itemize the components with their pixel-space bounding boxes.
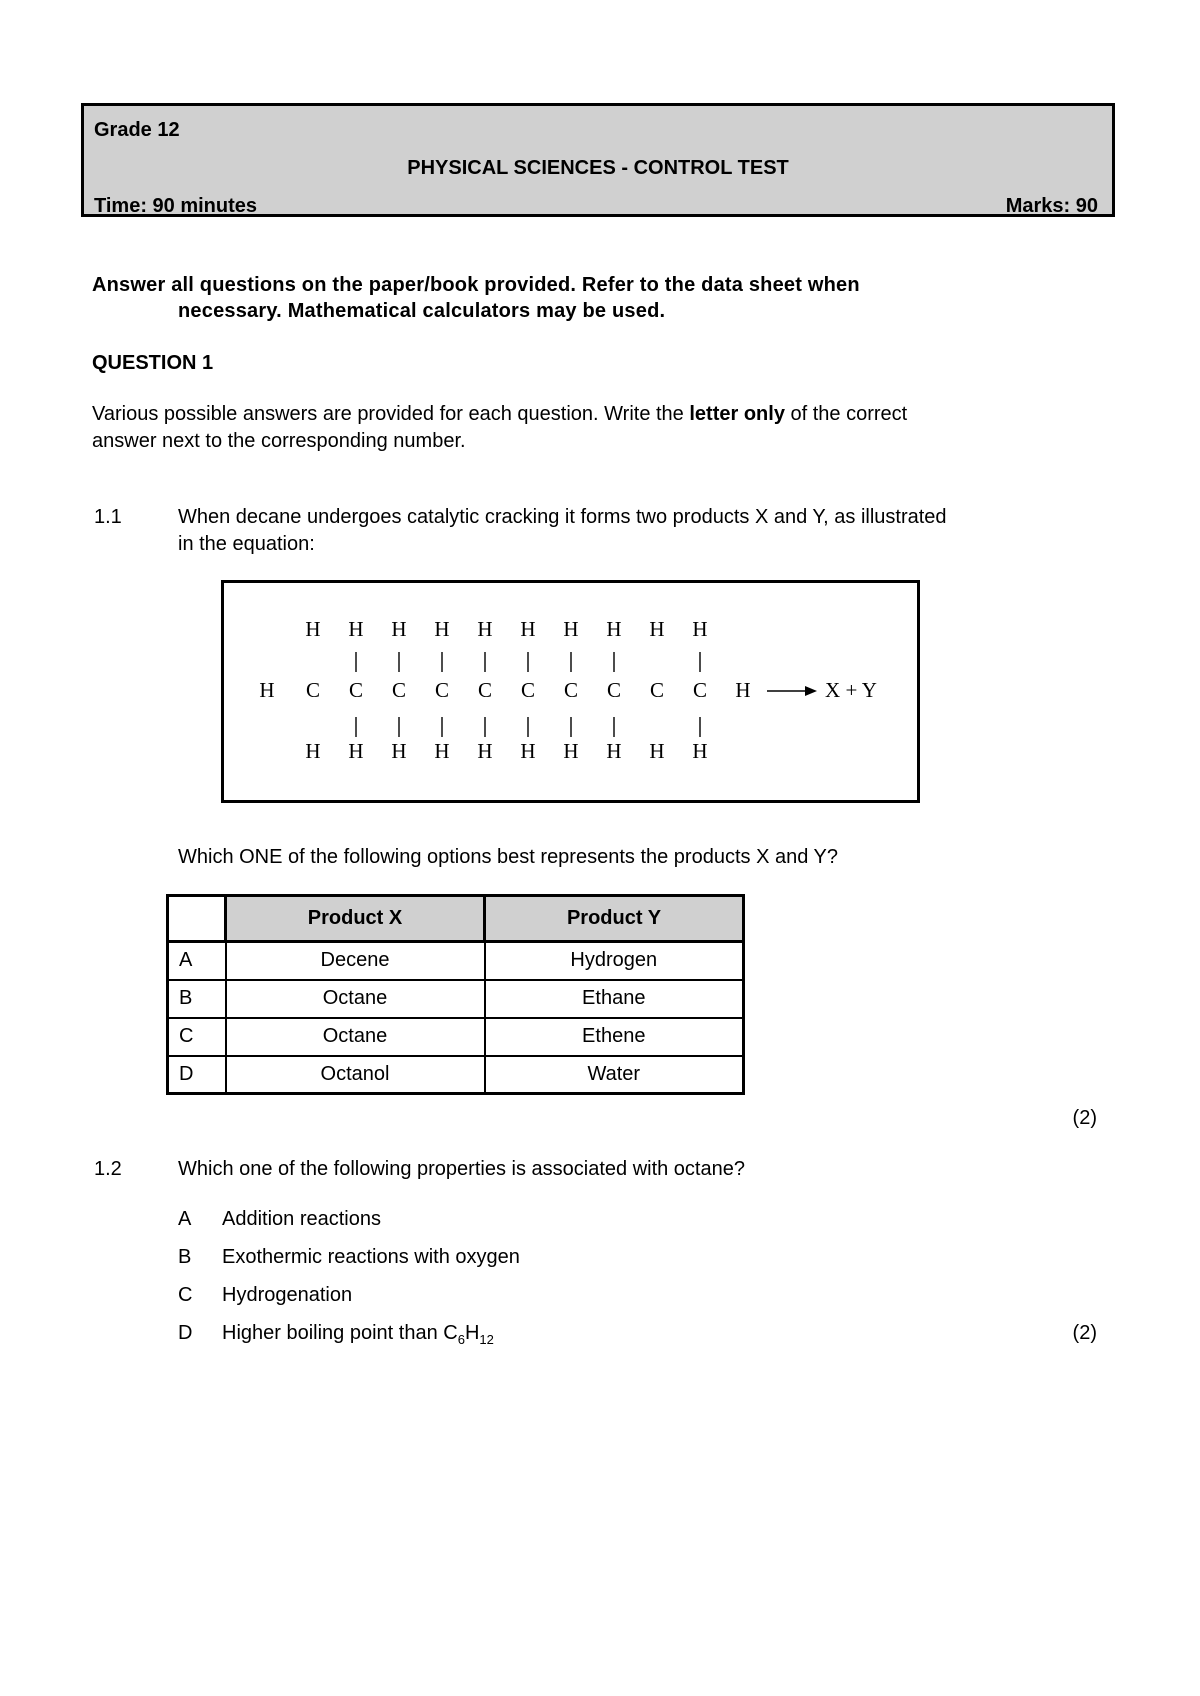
- hydrogen-atom-top: H: [477, 617, 493, 641]
- product-x-cell: Octane: [226, 1018, 485, 1056]
- hydrogen-atom-top: H: [606, 617, 622, 641]
- hydrogen-atom-top: H: [520, 617, 536, 641]
- carbon-atom: C: [520, 678, 536, 702]
- hydrogen-atom-bottom: H: [305, 739, 321, 763]
- hydrogen-atom-top: H: [563, 617, 579, 641]
- carbon-atom: C: [391, 678, 407, 702]
- hydrogen-atom-bottom: H: [391, 739, 407, 763]
- terminal-hydrogen-left: H: [259, 678, 275, 702]
- carbon-atom: C: [649, 678, 665, 702]
- header-product-x: Product X: [226, 896, 485, 942]
- option-d-sub-2: 12: [479, 1332, 494, 1347]
- carbon-atom: C: [563, 678, 579, 702]
- question-1-1-marks: (2): [1072, 1107, 1097, 1129]
- product-y-cell: Water: [485, 1056, 744, 1094]
- table-header-row: [168, 896, 744, 942]
- hydrogen-atom-top: H: [649, 617, 665, 641]
- carbon-atom: C: [692, 678, 708, 702]
- hydrogen-atom-bottom: H: [563, 739, 579, 763]
- option-text-d: [222, 1322, 494, 1347]
- option-letter-b: B: [178, 1246, 192, 1268]
- hydrogen-atom-bottom: H: [606, 739, 622, 763]
- option-text-b: Exothermic reactions with oxygen: [222, 1246, 520, 1268]
- row-letter: A: [168, 942, 226, 980]
- hydrogen-atom-top: H: [348, 617, 364, 641]
- terminal-hydrogen-right: H: [735, 678, 751, 702]
- intro-text-b: of the correct: [784, 403, 908, 425]
- table-row: [168, 1056, 744, 1094]
- question-number-1-2: 1.2: [94, 1158, 122, 1180]
- equation-box: [221, 580, 920, 803]
- product-y-cell: Ethene: [485, 1018, 744, 1056]
- row-letter: D: [168, 1056, 226, 1094]
- header-box: [81, 103, 1115, 217]
- hydrogen-atom-top: H: [692, 617, 708, 641]
- hydrogen-atom-bottom: H: [649, 739, 665, 763]
- hydrogen-atom-bottom: H: [477, 739, 493, 763]
- option-letter-d: D: [178, 1322, 193, 1344]
- question-heading: QUESTION 1: [92, 352, 214, 374]
- options-table: [166, 894, 745, 1095]
- hydrogen-atom-top: H: [305, 617, 321, 641]
- hydrogen-atom-bottom: H: [348, 739, 364, 763]
- instructions-line-2: necessary. Mathematical calculators may be used.: [178, 300, 666, 322]
- table-row: [168, 980, 744, 1018]
- hydrogen-atom-bottom: H: [520, 739, 536, 763]
- question-intro-line-1: [92, 403, 907, 426]
- carbon-atom: C: [348, 678, 364, 702]
- option-text-c: Hydrogenation: [222, 1284, 353, 1306]
- intro-text-a: Various possible answers are provided for each question. Write the: [92, 403, 690, 425]
- hydrogen-atom-top: H: [391, 617, 407, 641]
- question-1-2-text: Which one of the following properties is associated with octane?: [178, 1158, 745, 1180]
- reaction-arrow-head: [805, 686, 817, 696]
- marks-label: Marks: 90: [1005, 195, 1098, 217]
- row-letter: C: [168, 1018, 226, 1056]
- hydrogen-atom-bottom: H: [434, 739, 450, 763]
- grade-label: Grade 12: [94, 119, 180, 141]
- option-letter-a: A: [178, 1208, 192, 1230]
- option-letter-c: C: [178, 1284, 193, 1306]
- test-title: PHYSICAL SCIENCES - CONTROL TEST: [407, 157, 789, 179]
- question-intro-line-2: answer next to the corresponding number.: [92, 430, 466, 452]
- table-corner-cell: [168, 896, 226, 942]
- hydrogen-atom-bottom: H: [692, 739, 708, 763]
- option-d-sub-1: 6: [457, 1332, 465, 1347]
- question-1-1-prompt: Which ONE of the following options best represents the products X and Y?: [178, 846, 838, 868]
- table-row: [168, 942, 744, 980]
- table-row: [168, 1018, 744, 1056]
- carbon-atom: C: [477, 678, 493, 702]
- question-1-2-marks: (2): [1072, 1322, 1097, 1344]
- question-1-1-text-line-1: When decane undergoes catalytic cracking it forms two products X and Y, as illustrated: [178, 506, 947, 528]
- intro-text-bold: letter only: [689, 403, 785, 425]
- question-1-1-text-line-2: in the equation:: [178, 533, 315, 555]
- question-number-1-1: 1.1: [94, 506, 122, 528]
- header-product-y: Product Y: [485, 896, 744, 942]
- reaction-products: X + Y: [825, 678, 877, 702]
- decane-structural-formula: [224, 583, 917, 800]
- product-y-cell: Hydrogen: [485, 942, 744, 980]
- instructions-line-1: Answer all questions on the paper/book provided. Refer to the data sheet when: [92, 274, 860, 296]
- hydrogen-atom-top: H: [434, 617, 450, 641]
- carbon-atom: C: [305, 678, 321, 702]
- carbon-atom: C: [606, 678, 622, 702]
- option-text-a: Addition reactions: [222, 1208, 381, 1230]
- time-label: Time: 90 minutes: [94, 195, 258, 217]
- carbon-atom: C: [434, 678, 450, 702]
- product-x-cell: Decene: [226, 942, 485, 980]
- product-x-cell: Octanol: [226, 1056, 485, 1094]
- option-d-text: Higher boiling point than C: [222, 1322, 458, 1344]
- product-x-cell: Octane: [226, 980, 485, 1018]
- product-y-cell: Ethane: [485, 980, 744, 1018]
- option-d-mid: H: [464, 1322, 480, 1344]
- row-letter: B: [168, 980, 226, 1018]
